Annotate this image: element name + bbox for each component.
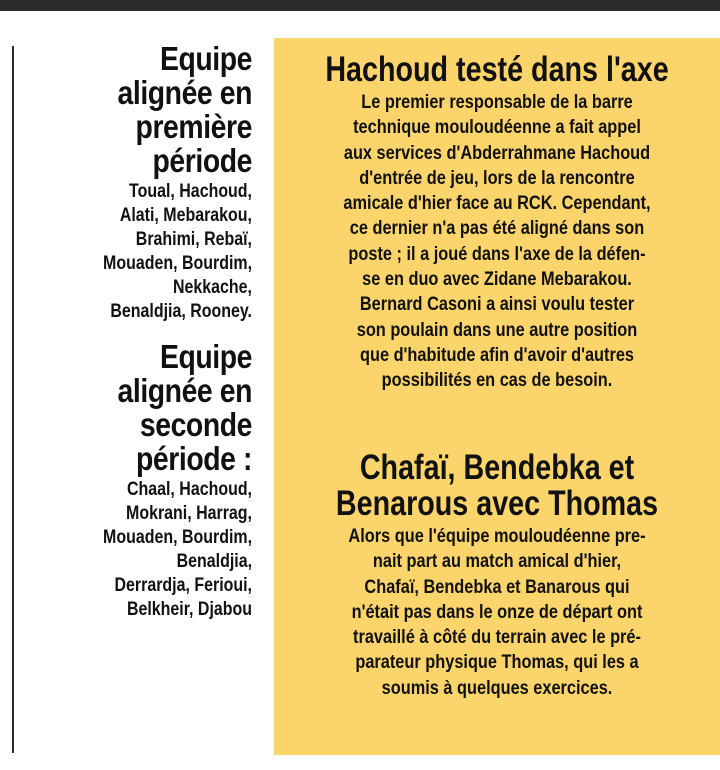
body-line: Le premier responsable de la barre — [361, 92, 633, 113]
lineup-heading-line: seconde — [139, 406, 252, 443]
players-line: Chaal, Hachoud, — [126, 479, 252, 500]
second-half-lineup — [28, 340, 252, 622]
players-line: Mouaden, Bourdim, — [103, 527, 252, 548]
players-line: Nekkache, — [173, 277, 252, 298]
body-line: Alors que l'équipe mouloudéenne pre- — [348, 526, 646, 547]
body-line: soumis à quelques exercices. — [381, 677, 613, 699]
article-hachoud — [274, 52, 720, 394]
headline-line: Hachoud testé dans l'axe — [325, 50, 669, 89]
lineup-heading — [59, 340, 252, 476]
players-line: Toual, Hachoud, — [129, 181, 252, 202]
news-panel — [274, 38, 720, 755]
body-line: parateur physique Thomas, qui les a — [355, 652, 639, 674]
body-line: possibilités en cas de besoin. — [381, 370, 613, 392]
headline-line: Chafaï, Bendebka et — [359, 448, 635, 487]
article-headline — [314, 450, 680, 522]
lineup-heading-line: Equipe — [159, 40, 252, 77]
players-line: Mokrani, Harrag, — [126, 503, 252, 524]
lineup-players — [64, 478, 252, 622]
body-line: amicale d'hier face au RCK. Cependant, — [343, 193, 651, 215]
left-column-rule — [12, 46, 14, 753]
article-body — [305, 90, 689, 394]
article-body — [305, 524, 689, 701]
players-line: Benaldjia, — [176, 551, 252, 572]
lineup-heading — [59, 42, 252, 178]
body-line: aux services d'Abderrahmane Hachoud — [343, 142, 651, 164]
players-line: Belkheir, Djabou — [126, 599, 252, 620]
top-rule — [0, 0, 720, 11]
players-line: Benaldjia, Rooney. — [110, 301, 253, 322]
body-line: Bernard Casoni a ainsi voulu tester — [359, 294, 635, 316]
lineup-heading-line: période — [152, 142, 252, 179]
lineup-heading-line: première — [135, 108, 252, 145]
article-thomas — [274, 450, 720, 701]
body-line: Chafaï, Bendebka et Banarous qui — [364, 576, 630, 598]
lineup-heading-line: Equipe — [159, 338, 252, 375]
body-line: technique mouloudéenne a fait appel — [353, 117, 641, 139]
body-line: travaillé à côté du terrain avec le pré- — [353, 627, 641, 649]
body-line: se en duo avec Zidane Mebarakou. — [362, 269, 632, 291]
players-line: Mouaden, Bourdim, — [103, 253, 252, 274]
players-line: Derrardja, Ferioui, — [114, 575, 252, 596]
body-line: nait part au match amical d'hier, — [372, 551, 622, 573]
body-line: ce dernier n'a pas été aligné dans son — [349, 218, 645, 240]
body-line: n'était pas dans le onze de départ ont — [351, 601, 643, 623]
body-line: que d'habitude afin d'avoir d'autres — [359, 344, 635, 366]
lineup-players — [64, 180, 252, 324]
lineup-heading-line: période : — [136, 440, 252, 477]
lineup-heading-line: alignée en — [117, 74, 252, 111]
body-line: son poulain dans une autre position — [356, 319, 638, 341]
lineups-column — [28, 42, 252, 622]
players-line: Brahimi, Rebaï, — [135, 229, 252, 250]
headline-line: Benarous avec Thomas — [335, 484, 659, 523]
body-line: poste ; il a joué dans l'axe de la défen- — [348, 243, 646, 265]
players-line: Alati, Mebarakou, — [119, 205, 252, 226]
first-half-lineup — [28, 42, 252, 324]
article-headline — [314, 52, 680, 87]
lineup-heading-line: alignée en — [117, 372, 252, 409]
body-line: d'entrée de jeu, lors de la rencontre — [359, 167, 635, 189]
